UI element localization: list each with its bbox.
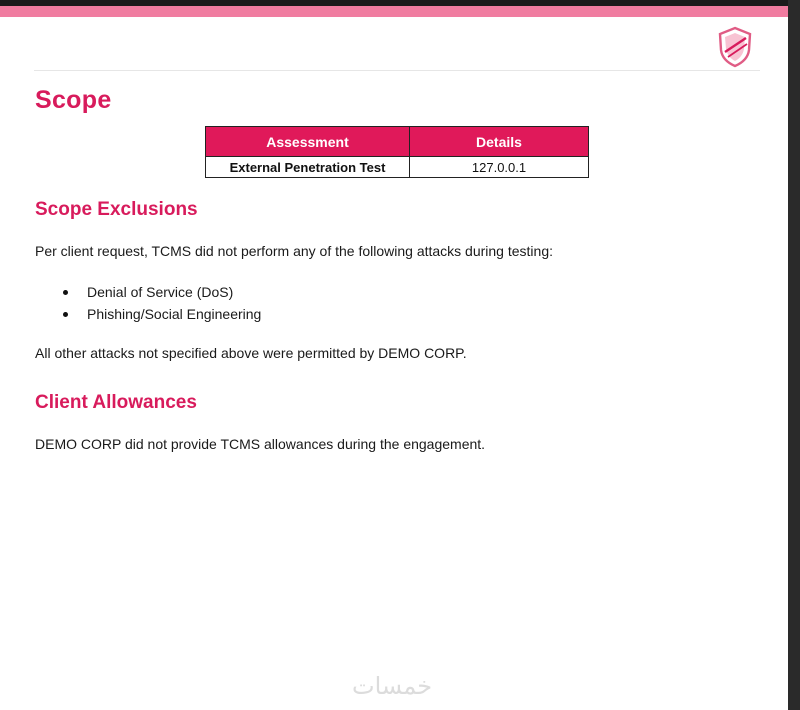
list-item-text: Denial of Service (DoS) — [87, 284, 234, 300]
table-header-assessment: Assessment — [206, 127, 410, 157]
table-cell-details: 127.0.0.1 — [410, 157, 589, 178]
bullet-icon — [63, 312, 68, 317]
table-header-details: Details — [410, 127, 589, 157]
list-item — [60, 303, 261, 325]
exclusions-list — [60, 281, 261, 325]
bullet-icon — [63, 290, 68, 295]
table-cell-assessment: External Penetration Test — [206, 157, 410, 178]
header-divider — [34, 70, 760, 71]
list-item-text: Phishing/Social Engineering — [87, 306, 262, 322]
window-right-edge — [788, 0, 800, 710]
page-title: Scope — [35, 86, 112, 114]
exclusions-intro-text: Per client request, TCMS did not perform any of the following attacks during testing: — [35, 243, 553, 259]
header-pink-band — [0, 6, 788, 17]
list-item — [60, 281, 261, 303]
table-row — [206, 157, 589, 178]
shield-logo-icon — [716, 26, 754, 68]
table-header-row — [206, 127, 589, 157]
scope-table — [205, 126, 589, 178]
scope-exclusions-heading: Scope Exclusions — [35, 199, 198, 220]
watermark: خمسات — [352, 672, 433, 700]
exclusions-closing-text: All other attacks not specified above were permitted by DEMO CORP. — [35, 345, 467, 361]
client-allowances-heading: Client Allowances — [35, 392, 197, 413]
allowances-text: DEMO CORP did not provide TCMS allowances during the engagement. — [35, 436, 486, 452]
